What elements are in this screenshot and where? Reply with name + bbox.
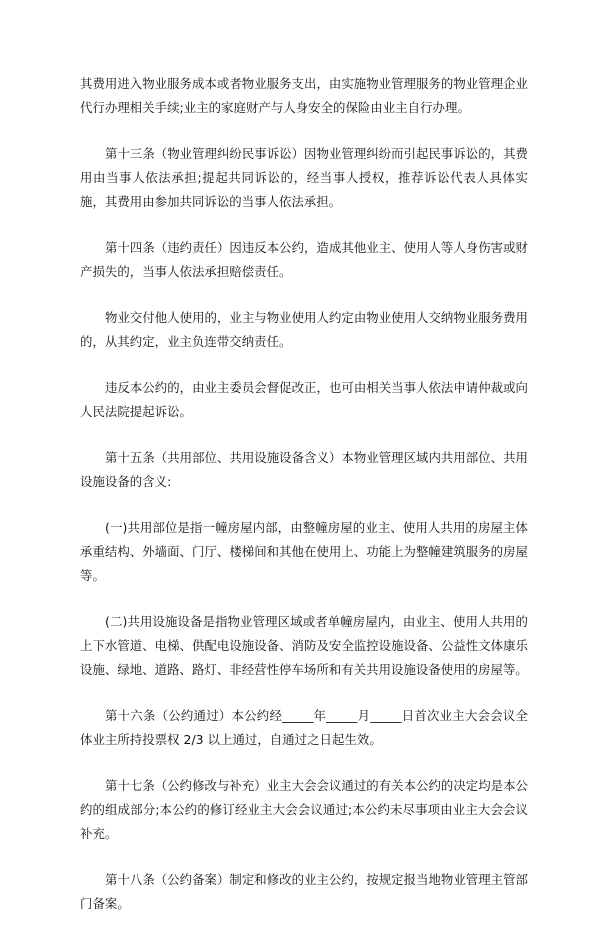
paragraph-article-16: 第十六条（公约通过）本公约经_____年_____月_____日首次业主大会会议全体业主所持投票权 2/3 以上通过，自通过之日起生效。 (80, 708, 528, 747)
paragraph-article-13: 第十三条（物业管理纠纷民事诉讼）因物业管理纠纷而引起民事诉讼的，其费用由当事人依法承担;提起共同诉讼的，经当事人授权，推荐诉讼代表人具体实施，其费用由参加共同诉讼的当事人依法承担。 (80, 146, 528, 209)
paragraph-common-parts: (一)共用部位是指一幢房屋内部，由整幢房屋的业主、使用人共用的房屋主体承重结构、外墙面、门厅、楼梯间和其他在使用上、功能上为整幢建筑服务的房屋等。 (80, 520, 528, 583)
paragraph-common-facilities: (二)共用设施设备是指物业管理区域或者单幢房屋内，由业主、使用人共用的上下水管道、电梯、供配电设施设备、消防及安全监控设施设备、公益性文体康乐设施、绿地、道路、路灯、非经营性停车场所和有关共用设施设备使用的房屋等。 (80, 614, 528, 677)
paragraph-article-15: 第十五条（共用部位、共用设施设备含义）本物业管理区域内共用部位、共用设施设备的含义: (80, 450, 528, 489)
paragraph-article-14: 第十四条（违约责任）因违反本公约，造成其他业主、使用人等人身伤害或财产损失的，当事人依法承担赔偿责任。 (80, 240, 528, 279)
paragraph-article-18: 第十八条（公约备案）制定和修改的业主公约，按规定报当地物业管理主管部门备案。 (80, 872, 528, 911)
paragraph-delivery-to-others: 物业交付他人使用的，业主与物业使用人约定由物业使用人交纳物业服务费用的，从其约定，业主负连带交纳责任。 (80, 310, 528, 349)
paragraph-insurance: 其费用进入物业服务成本或者物业服务支出，由实施物业管理服务的物业管理企业代行办理相关手续;业主的家庭财产与人身安全的保险由业主自行办理。 (80, 76, 528, 115)
paragraph-violation: 违反本公约的，由业主委员会督促改正，也可由相关当事人依法申请仲裁或向人民法院提起诉讼。 (80, 380, 528, 419)
document-body (80, 72, 528, 938)
paragraph-article-17: 第十七条（公约修改与补充）业主大会会议通过的有关本公约的决定均是本公约的组成部分;本公约的修订经业主大会会议通过;本公约未尽事项由业主大会会议补充。 (80, 778, 528, 841)
